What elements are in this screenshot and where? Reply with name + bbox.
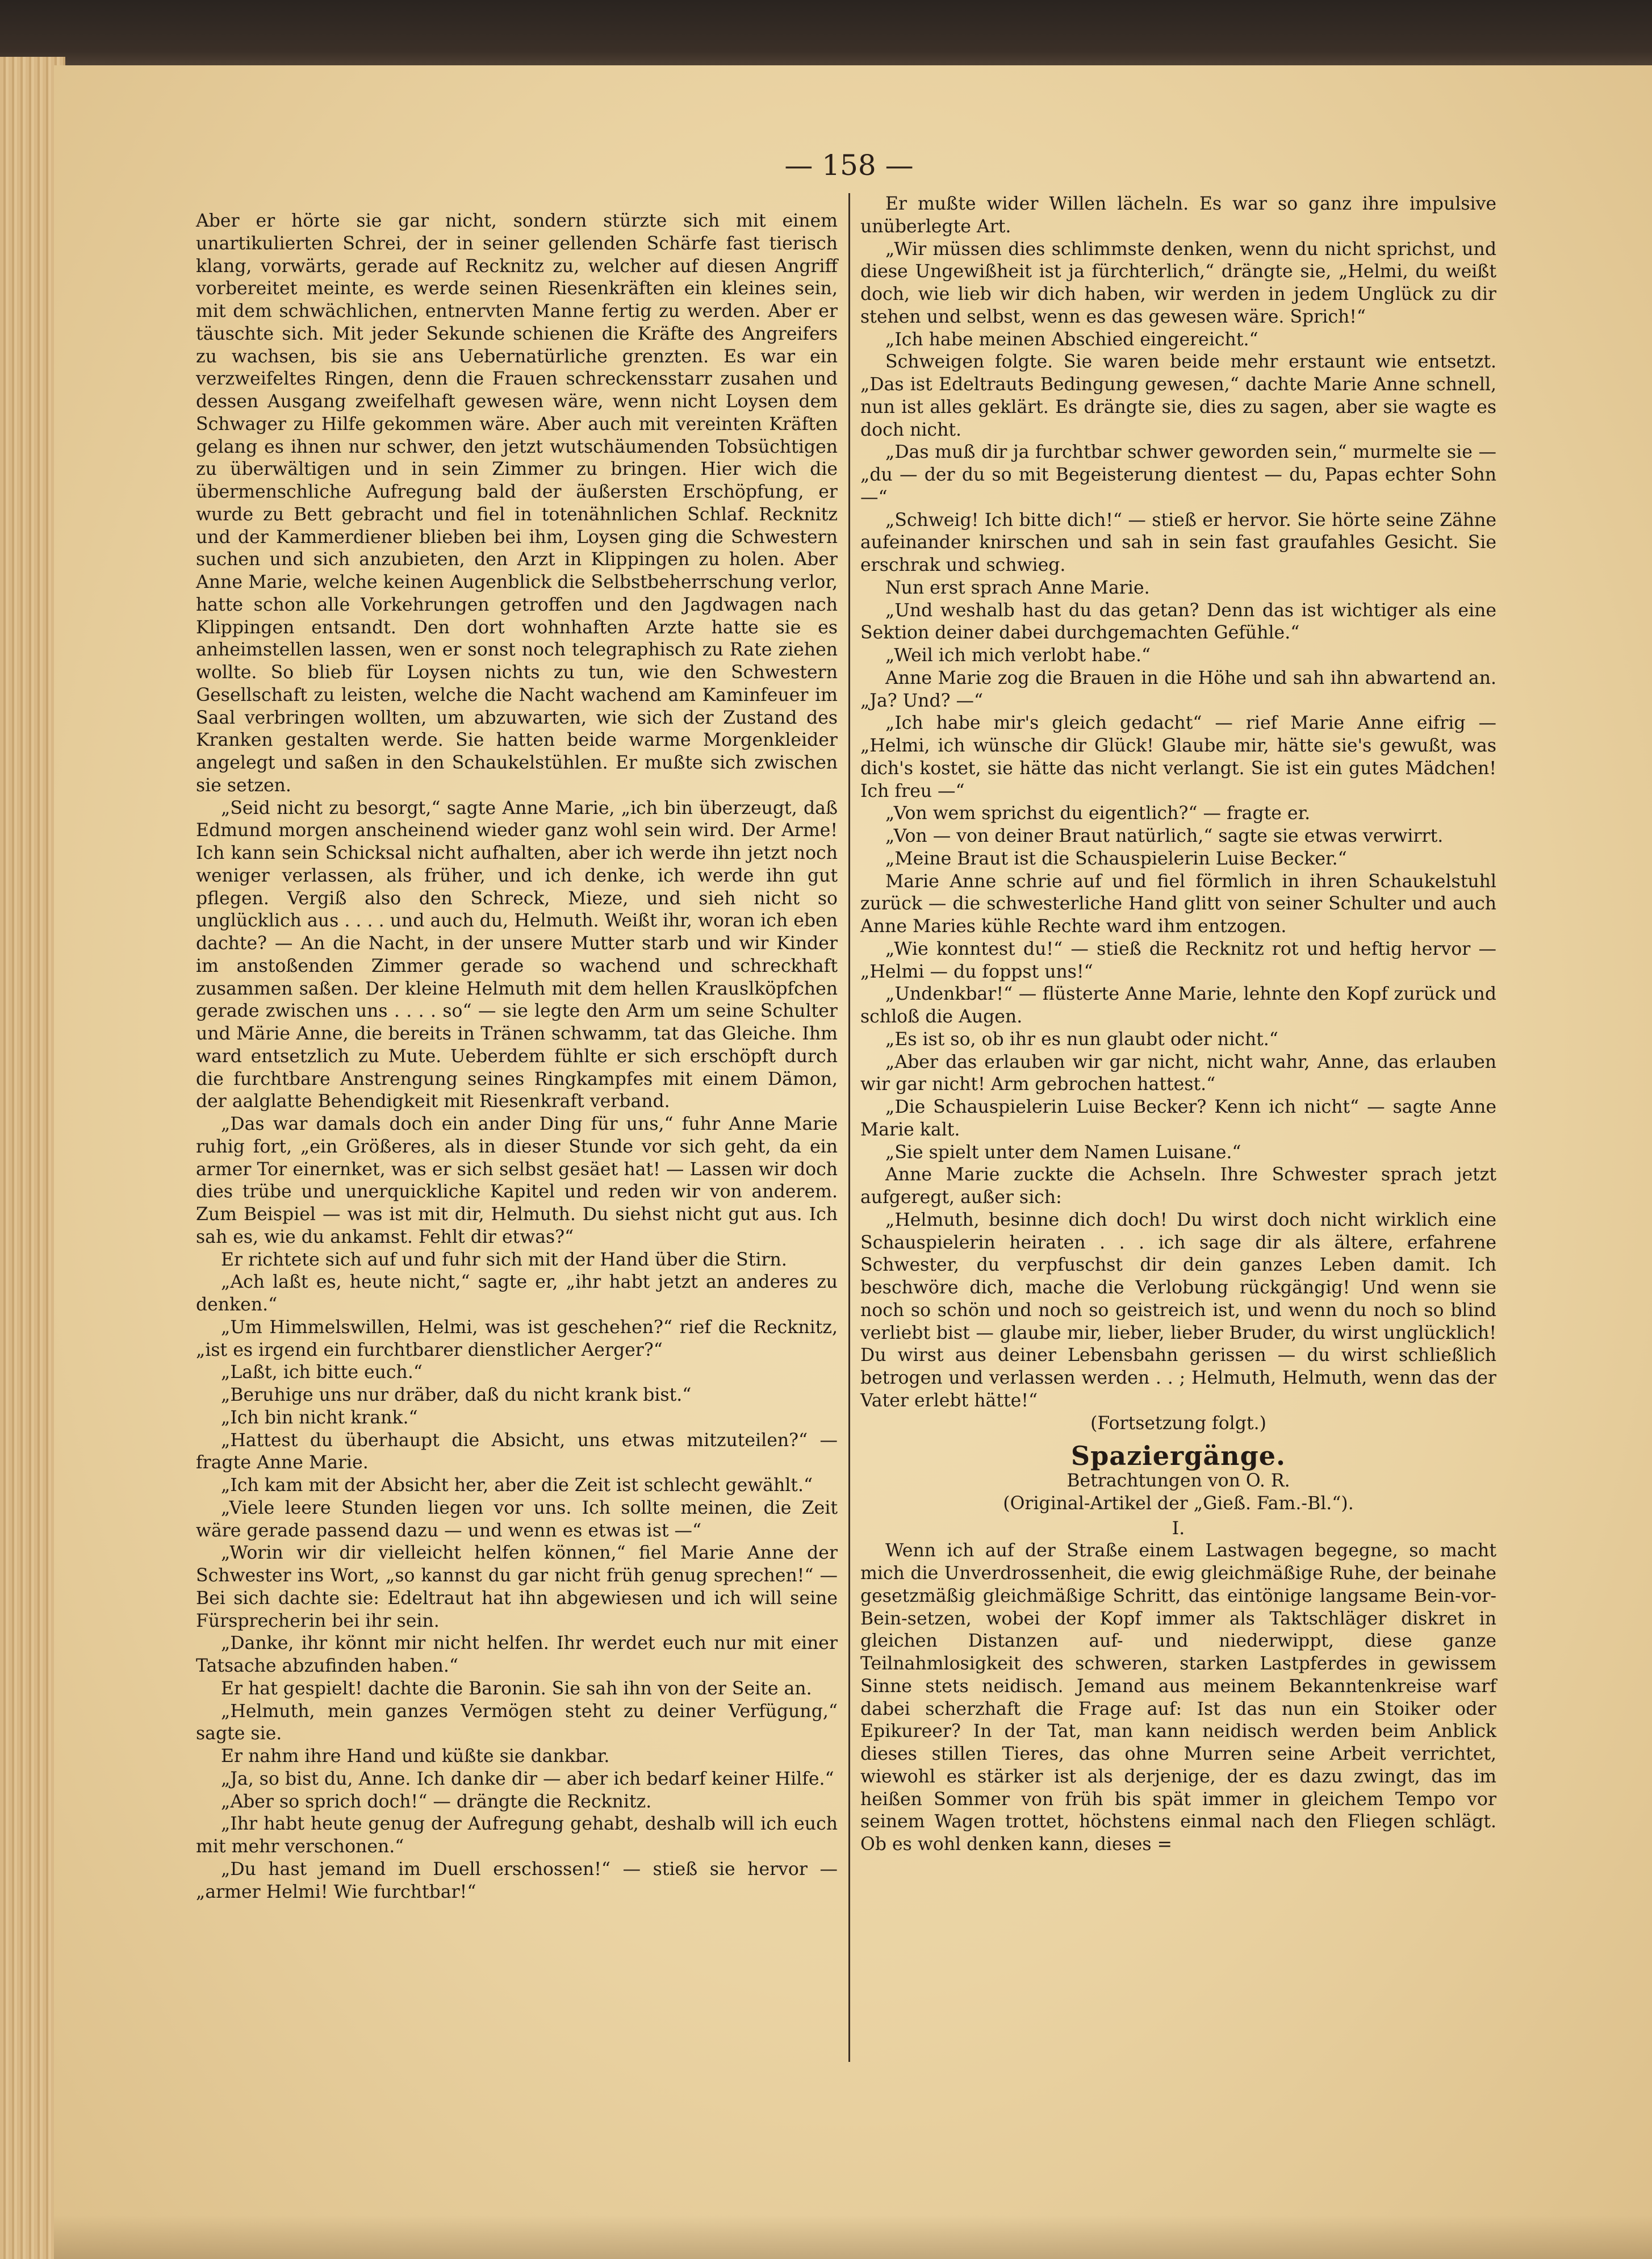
article-source: (Original-Artikel der „Gieß. Fam.-Bl.“). (1003, 1493, 1354, 1514)
paragraph: „Aber so sprich doch!“ — drängte die Recknitz. (221, 1791, 652, 1812)
paragraph: „Das war damals doch ein ander Ding für uns,“ fuhr Anne Marie ruhig fort, „ein Größeres, als in dieser Stunde vor sich geht, da ein armer Tor einernket, was er sich selbst gesäet hat! — Lassen wir doch dies trübe und unerquickliche Kapitel und reden wir von anderem. Zum Beispiel — was ist mit dir, Helmuth. Du siehst nicht gut aus. Ich sah es, wie du ankamst. Fehlt dir etwas?“ (196, 1114, 838, 1247)
paragraph: Schweigen folgte. Sie waren beide mehr erstaunt wie entsetzt. „Das ist Edeltrauts Bedingung gewesen,“ dachte Marie Anne schnell, nun ist alles geklärt. Es drängte sie, dies zu sagen, aber sie wagte es doch nicht. (860, 352, 1496, 440)
paragraph: Er mußte wider Willen lächeln. Es war so ganz ihre impulsive unüberlegte Art. (860, 194, 1496, 237)
paragraph: „Ich kam mit der Absicht her, aber die Zeit ist schlecht gewählt.“ (221, 1475, 813, 1496)
paragraph: „Ja, so bist du, Anne. Ich danke dir — aber ich bedarf keiner Hilfe.“ (221, 1768, 834, 1789)
paragraph: „Es ist so, ob ihr es nun glaubt oder nicht.“ (885, 1029, 1278, 1050)
paragraph: „Helmuth, besinne dich doch! Du wirst doch nicht wirklich eine Schauspielerin heiraten . . . ich sage dir als ältere, erfahrene Schwester, du verpfuschst dir dein ganzes Leben damit. Ich beschwöre dich, mache die Verlobung rückgängig! Und wenn sie noch so schön und noch so geistreich ist, und wenn du noch so blind verliebt bist — glaube mir, lieber, lieber Bruder, du wirst unglücklich! Du wirst aus deiner Lebensbahn gerissen — du wirst schließlich betrogen und verlassen werden . . ; Helmuth, Helmuth, wenn das der Vater erlebt hätte!“ (860, 1209, 1496, 1411)
paragraph: „Wie konntest du!“ — stieß die Recknitz rot und heftig hervor — „Helmi — du foppst uns!“ (860, 938, 1496, 982)
paragraph: „Weil ich mich verlobt habe.“ (885, 645, 1151, 666)
article-subtitle: Betrachtungen von O. R. (1067, 1471, 1290, 1491)
paragraph: Er hat gespielt! dachte die Baronin. Sie sah ihn von der Seite an. (221, 1678, 812, 1699)
paragraph: „Ihr habt heute genug der Aufregung gehabt, deshalb will ich euch mit mehr verschonen.“ (196, 1814, 838, 1857)
paragraph: „Ich bin nicht krank.“ (221, 1407, 418, 1428)
paragraph: „Um Himmelswillen, Helmi, was ist geschehen?“ rief die Recknitz, „ist es irgend ein furchtbarer dienstlicher Aerger?“ (196, 1317, 838, 1360)
paragraph: „Hattest du überhaupt die Absicht, uns etwas mitzuteilen?“ — fragte Anne Marie. (196, 1430, 838, 1473)
paragraph: „Sie spielt unter dem Namen Luisane.“ (885, 1142, 1241, 1163)
paragraph: „Laßt, ich bitte euch.“ (221, 1362, 423, 1383)
left-column (196, 210, 838, 1903)
column-divider (848, 193, 850, 2062)
paragraph: Er nahm ihre Hand und küßte sie dankbar. (221, 1746, 610, 1767)
paragraph: „Die Schauspielerin Luise Becker? Kenn ich nicht“ — sagte Anne Marie kalt. (860, 1097, 1496, 1140)
paragraph: „Ach laßt es, heute nicht,“ sagte er, „ihr habt jetzt an anderes zu denken.“ (196, 1272, 838, 1315)
paragraph: „Worin wir dir vielleicht helfen können,“ fiel Marie Anne der Schwester ins Wort, „so kannst du gar nicht früh genug sprechen!“ — Bei sich dachte sie: Edeltraut hat ihn abgewiesen und ich will seine Fürsprecherin bei ihr sein. (196, 1543, 838, 1631)
paragraph: „Undenkbar!“ — flüsterte Anne Marie, lehnte den Kopf zurück und schloß die Augen. (860, 984, 1496, 1027)
paragraph: Anne Marie zuckte die Achseln. Ihre Schwester sprach jetzt aufgeregt, außer sich: (860, 1164, 1496, 1208)
paragraph: „Wir müssen dies schlimmste denken, wenn du nicht sprichst, und diese Ungewißheit ist ja fürchterlich,“ drängte sie, „Helmi, du weißt doch, wie lieb wir dich haben, wir werden in jedem Unglück zu dir stehen und selbst, wenn es das gewesen wäre. Sprich!“ (860, 239, 1496, 327)
article-body: Wenn ich auf der Straße einem Lastwagen begegne, so macht mich die Unverdrossenheit, die ewig gleichmäßige Ruhe, der beinahe gesetzmäßig gleichmäßige Schritt, das eintönige langsame Bein-vor-Bein-setzen, wobei der Kopf immer als Taktschläger diskret in gleichen Distanzen auf- und niederwippt, diese ganze Teilnahmlosigkeit des schweren, starken Lastpferdes in gewissem Sinne stets neidisch. Jemand aus meinem Bekanntenkreise warf dabei scherzhaft die Frage auf: Ist das nun ein Stoiker oder Epikureer? In der Tat, man kann neidisch werden beim Anblick dieses stillen Tieres, das ohne Murren seine Arbeit verrichtet, wiewohl es stärker ist als derjenige, der es dazu zwingt, das im heißen Sommer von früh bis spät immer in gleichem Tempo vor seinem Wagen trottet, höchstens einmal nach den Fliegen schlägt. Ob es wohl denken kann, dieses = (860, 1540, 1496, 1855)
paragraph: „Helmuth, mein ganzes Vermögen steht zu deiner Verfügung,“ sagte sie. (196, 1701, 838, 1744)
paragraph: „Von — von deiner Braut natürlich,“ sagte sie etwas verwirrt. (885, 826, 1444, 846)
paragraph: Anne Marie zog die Brauen in die Höhe und sah ihn abwartend an. „Ja? Und? —“ (860, 667, 1496, 711)
paragraph: „Aber das erlauben wir gar nicht, nicht wahr, Anne, das erlauben wir gar nicht! Arm gebrochen hattest.“ (860, 1051, 1496, 1095)
paragraph: „Beruhige uns nur dräber, daß du nicht krank bist.“ (221, 1385, 692, 1405)
paragraph: „Das muß dir ja furchtbar schwer geworden sein,“ murmelte sie — „du — der du so mit Begeisterung dientest — du, Papas echter Sohn —“ (860, 442, 1496, 508)
paragraph: „Schweig! Ich bitte dich!“ — stieß er hervor. Sie hörte seine Zähne aufeinander knirschen und sah in sein fast graufahles Gesicht. Sie erschrak und schwieg. (860, 510, 1496, 575)
page-bottom-shadow (54, 2215, 1652, 2259)
paragraph: Aber er hörte sie gar nicht, sondern stürzte sich mit einem unartikulierten Schrei, der in seiner gellenden Schärfe fast tierisch klang, vorwärts, gerade auf Recknitz zu, welcher auf diesen Angriff vorbereitet meinte, es werde seinen Riesenkräften ein kleines sein, mit dem schwächlichen, entnervten Manne fertig zu werden. Aber er täuschte sich. Mit jeder Sekunde schienen die Kräfte des Angreifers zu wachsen, bis sie ans Uebernatürliche grenzten. Es war ein verzweifeltes Ringen, denn die Frauen schreckensstarr zusahen und dessen Ausgang zweifelhaft gewesen wäre, wenn nicht Loysen dem Schwager zu Hilfe gekommen wäre. Aber auch mit vereinten Kräften gelang es ihnen nur schwer, den jetzt wutschäumenden Tobsüchtigen zu überwältigen und in sein Zimmer zu bringen. Hier wich die übermenschliche Aufregung bald der äußersten Erschöpfung, er wurde zu Bett gebracht und fiel in totenähnlichen Schlaf. Recknitz und der Kammerdiener blieben bei ihm, Loysen ging die Schwestern suchen und sich anzubieten, den Arzt in Klippingen zu holen. Aber Anne Marie, welche keinen Augenblick die Selbstbeherrschung verlor, hatte schon alle Vorkehrungen getroffen und den Jagdwagen nach Klippingen entsandt. Den dort wohnhaften Arzte hatte sie es anheimstellen lassen, wen er sonst noch telegraphisch zu Rate ziehen wollte. So blieb für Loysen nichts zu tun, wie den Schwestern Gesellschaft zu leisten, welche die Nacht wachend am Kaminfeuer im Saal verbringen wollten, um abzuwarten, wie sich der Zustand des Kranken gestalten werde. Sie hatten beide warme Morgenkleider angelegt und saßen in den Schaukelstühlen. Er mußte sich zwischen sie setzen. (196, 211, 838, 796)
right-column-story (860, 193, 1496, 1435)
paragraph: „Und weshalb hast du das getan? Denn das ist wichtiger als eine Sektion deiner dabei durchgemachten Gefühle.“ (860, 600, 1496, 644)
paragraph: „Ich habe mir's gleich gedacht“ — rief Marie Anne eifrig — „Helmi, ich wünsche dir Glück! Glaube mir, hätte sie's gewußt, was dich's kostet, sie hätte das nicht verlangt. Sie ist ein gutes Mädchen! Ich freu —“ (860, 713, 1496, 801)
paragraph: „Danke, ihr könnt mir nicht helfen. Ihr werdet euch nur mit einer Tatsache abzufinden haben.“ (196, 1633, 838, 1676)
right-column (860, 193, 1496, 1856)
article-spaziergaenge (860, 1440, 1496, 1856)
paragraph: Er richtete sich auf und fuhr sich mit der Hand über die Stirn. (221, 1249, 787, 1270)
article-section-number: I. (1172, 1518, 1185, 1539)
paragraph: „Seid nicht zu besorgt,“ sagte Anne Marie, „ich bin überzeugt, daß Edmund morgen anscheinend wieder ganz wohl sein wird. Der Arme! Ich kann sein Schicksal nicht aufhalten, aber ich werde ihn jetzt noch weniger verlassen, als früher, und ich denke, ich werde ihn gut pflegen. Vergiß also den Schreck, Mieze, und sieh nicht so unglücklich aus . . . . und auch du, Helmuth. Weißt ihr, woran ich eben dachte? — An die Nacht, in der unsere Mutter starb und wir Kinder im anstoßenden Zimmer gerade so wachend und schreckhaft zusammen saßen. Der kleine Helmuth mit dem hellen Krauslköpfchen gerade zwischen uns . . . . so“ — sie legte den Arm um seine Schulter und Märie Anne, die bereits in Tränen schwamm, tat das Gleiche. Ihm ward entsetzlich zu Mute. Ueberdem fühlte er sich erschöpft durch die furchtbare Anstrengung seines Ringkampfes mit einem Dämon, der aalglatte Behendigkeit mit Riesenkraft verband. (196, 797, 838, 1112)
page-number: — 158 — (784, 149, 914, 182)
paragraph: Nun erst sprach Anne Marie. (885, 577, 1150, 598)
scan-background-top (0, 0, 1652, 74)
paragraph: „Von wem sprichst du eigentlich?“ — fragte er. (885, 803, 1311, 824)
paragraph: „Meine Braut ist die Schauspielerin Luise Becker.“ (885, 848, 1347, 869)
paragraph: Marie Anne schrie auf und fiel förmlich in ihren Schaukelstuhl zurück — die schwesterliche Hand glitt von seiner Schulter und auch Anne Maries kühle Rechte ward ihm entzogen. (860, 871, 1496, 937)
paragraph: „Du hast jemand im Duell erschossen!“ — stieß sie hervor — „armer Helmi! Wie furchtbar!“ (196, 1859, 838, 1902)
paragraph: „Viele leere Stunden liegen vor uns. Ich sollte meinen, die Zeit wäre gerade passend dazu — und wenn es etwas ist —“ (196, 1497, 838, 1541)
article-title: Spaziergänge. (1070, 1440, 1286, 1472)
continuation-note: (Fortsetzung folgt.) (1090, 1413, 1266, 1434)
paragraph: „Ich habe meinen Abschied eingereicht.“ (885, 329, 1258, 350)
